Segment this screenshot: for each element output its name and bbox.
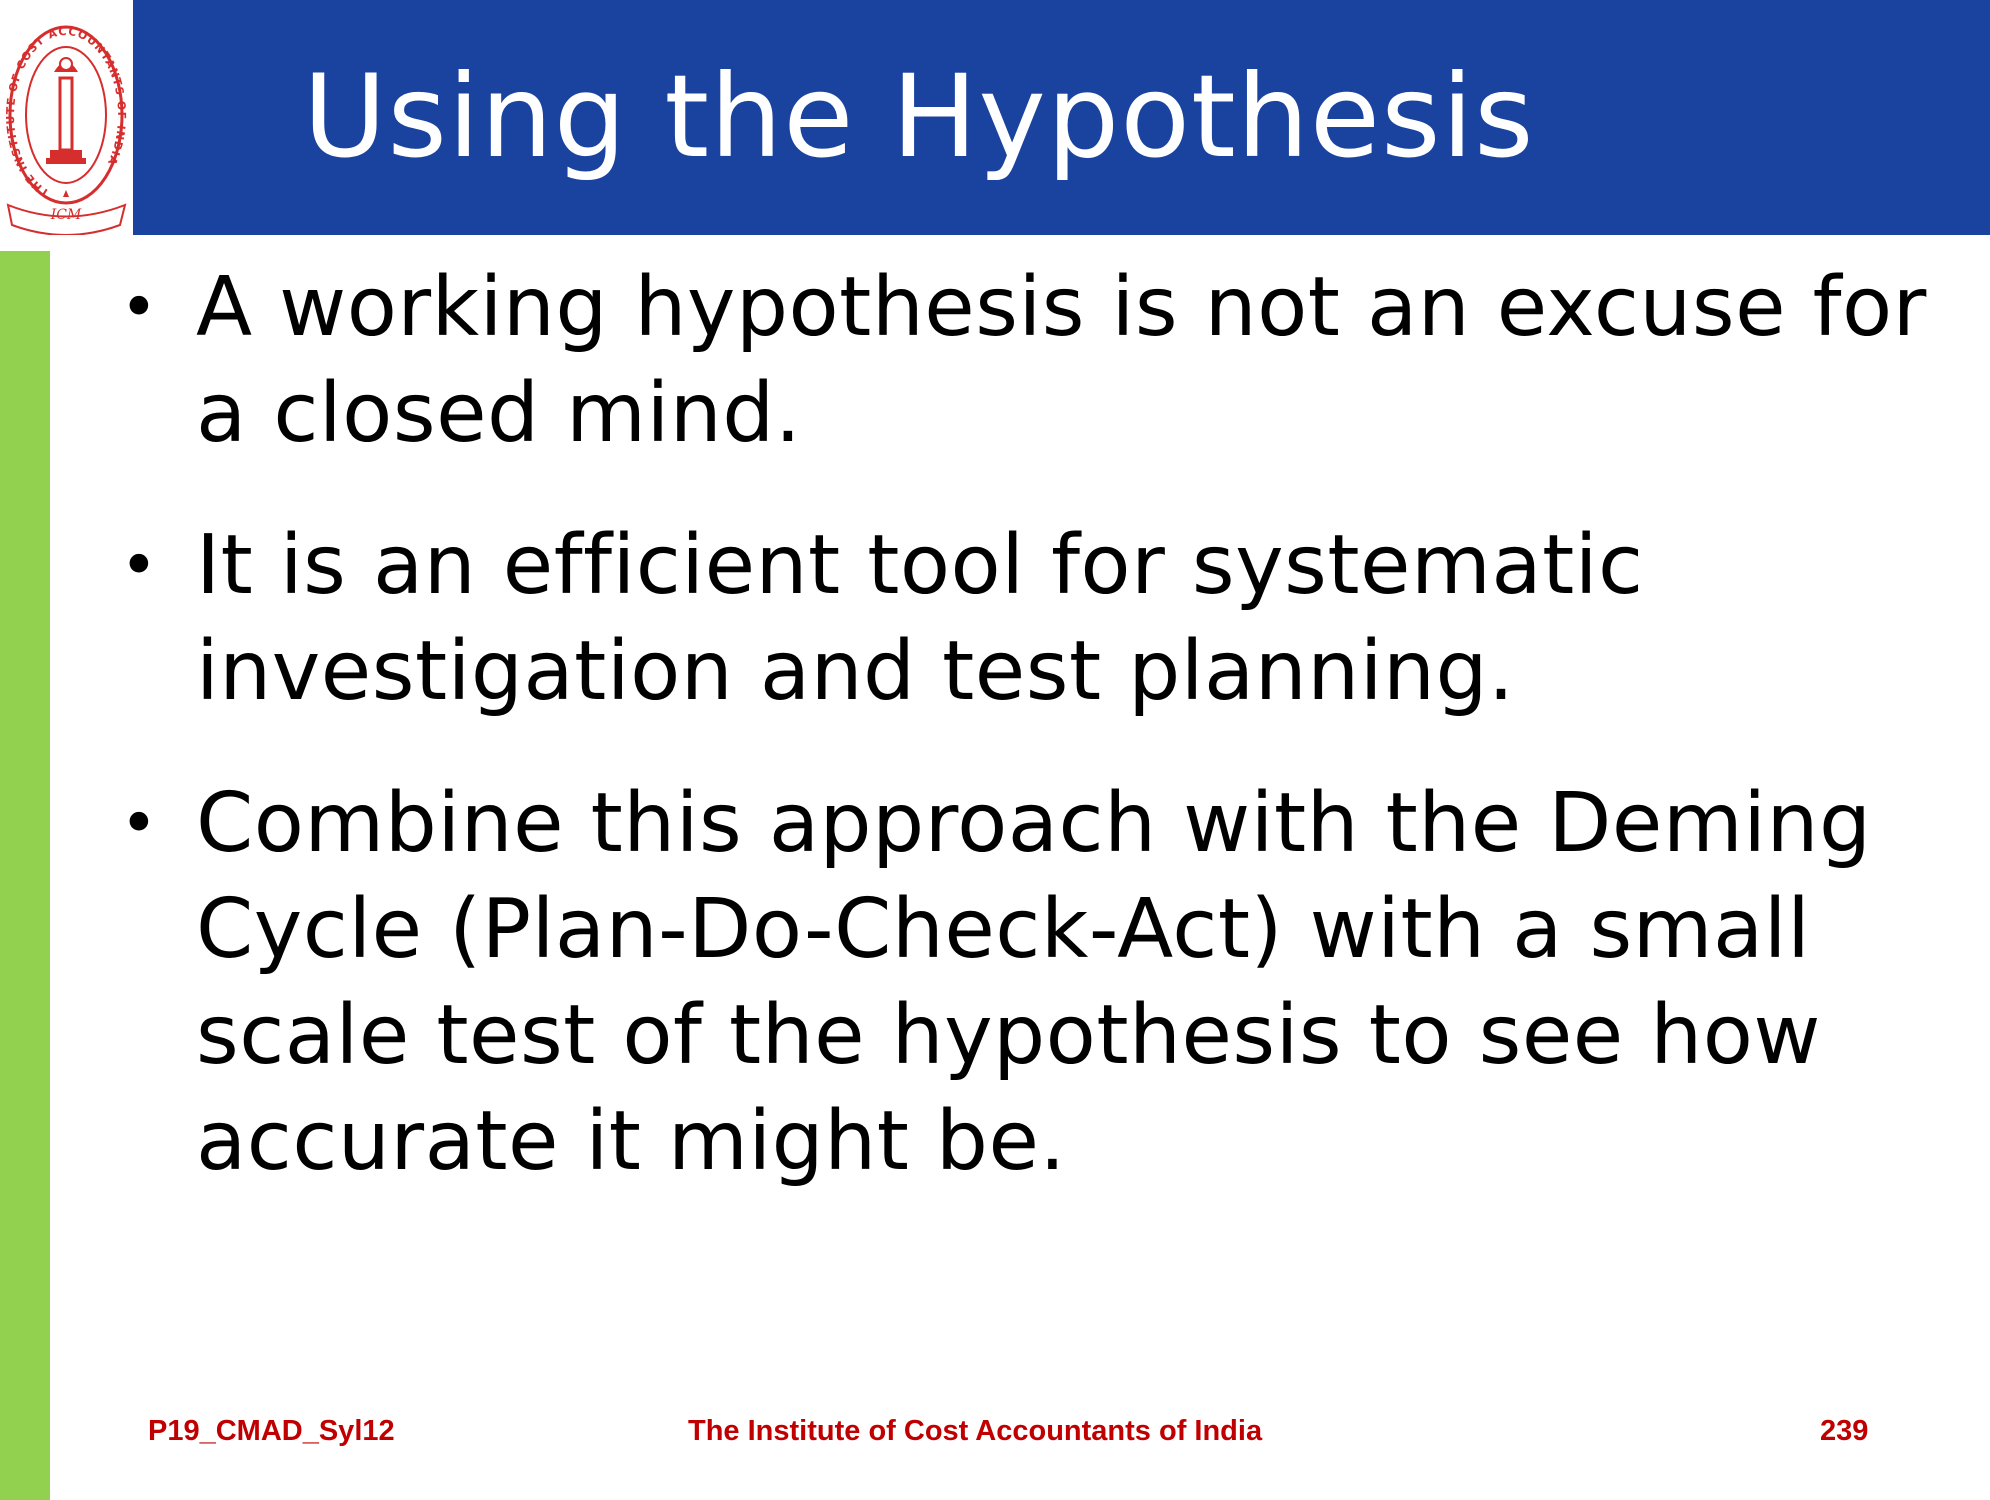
accent-side-bar (0, 251, 50, 1500)
icai-emblem-icon (0, 0, 133, 235)
slide-title: Using the Hypothesis (303, 50, 1535, 183)
footer-page-number: 239 (1820, 1415, 1869, 1447)
bullet-dot: • (120, 529, 159, 603)
institute-logo (0, 0, 133, 235)
svg-text:THE INSTITUTE OF COST ACCOUNTA: THE INSTITUTE OF COST ACCOUNTANTS OF INDIA (3, 24, 129, 200)
bullet-text: It is an efficient tool for systematic investigation and test planning. (196, 518, 1644, 719)
svg-text:ICM: ICM (50, 207, 82, 223)
footer-institute-name: The Institute of Cost Accountants of India (688, 1415, 1263, 1447)
bullet-dot: • (120, 787, 159, 861)
bullet-list (120, 255, 1960, 1241)
bullet-item (120, 771, 1960, 1195)
bullet-item (120, 255, 1960, 467)
bullet-dot: • (120, 271, 159, 345)
title-band (133, 0, 1990, 235)
footer-course-code: P19_CMAD_Syl12 (148, 1415, 395, 1447)
bullet-text: Combine this approach with the Deming Cycle (Plan-Do-Check-Act) with a small scale test of the hypothesis to see how accurate it might be. (196, 776, 1872, 1189)
bullet-text: A working hypothesis is not an excuse for a closed mind. (196, 260, 1927, 461)
bullet-item (120, 513, 1960, 725)
